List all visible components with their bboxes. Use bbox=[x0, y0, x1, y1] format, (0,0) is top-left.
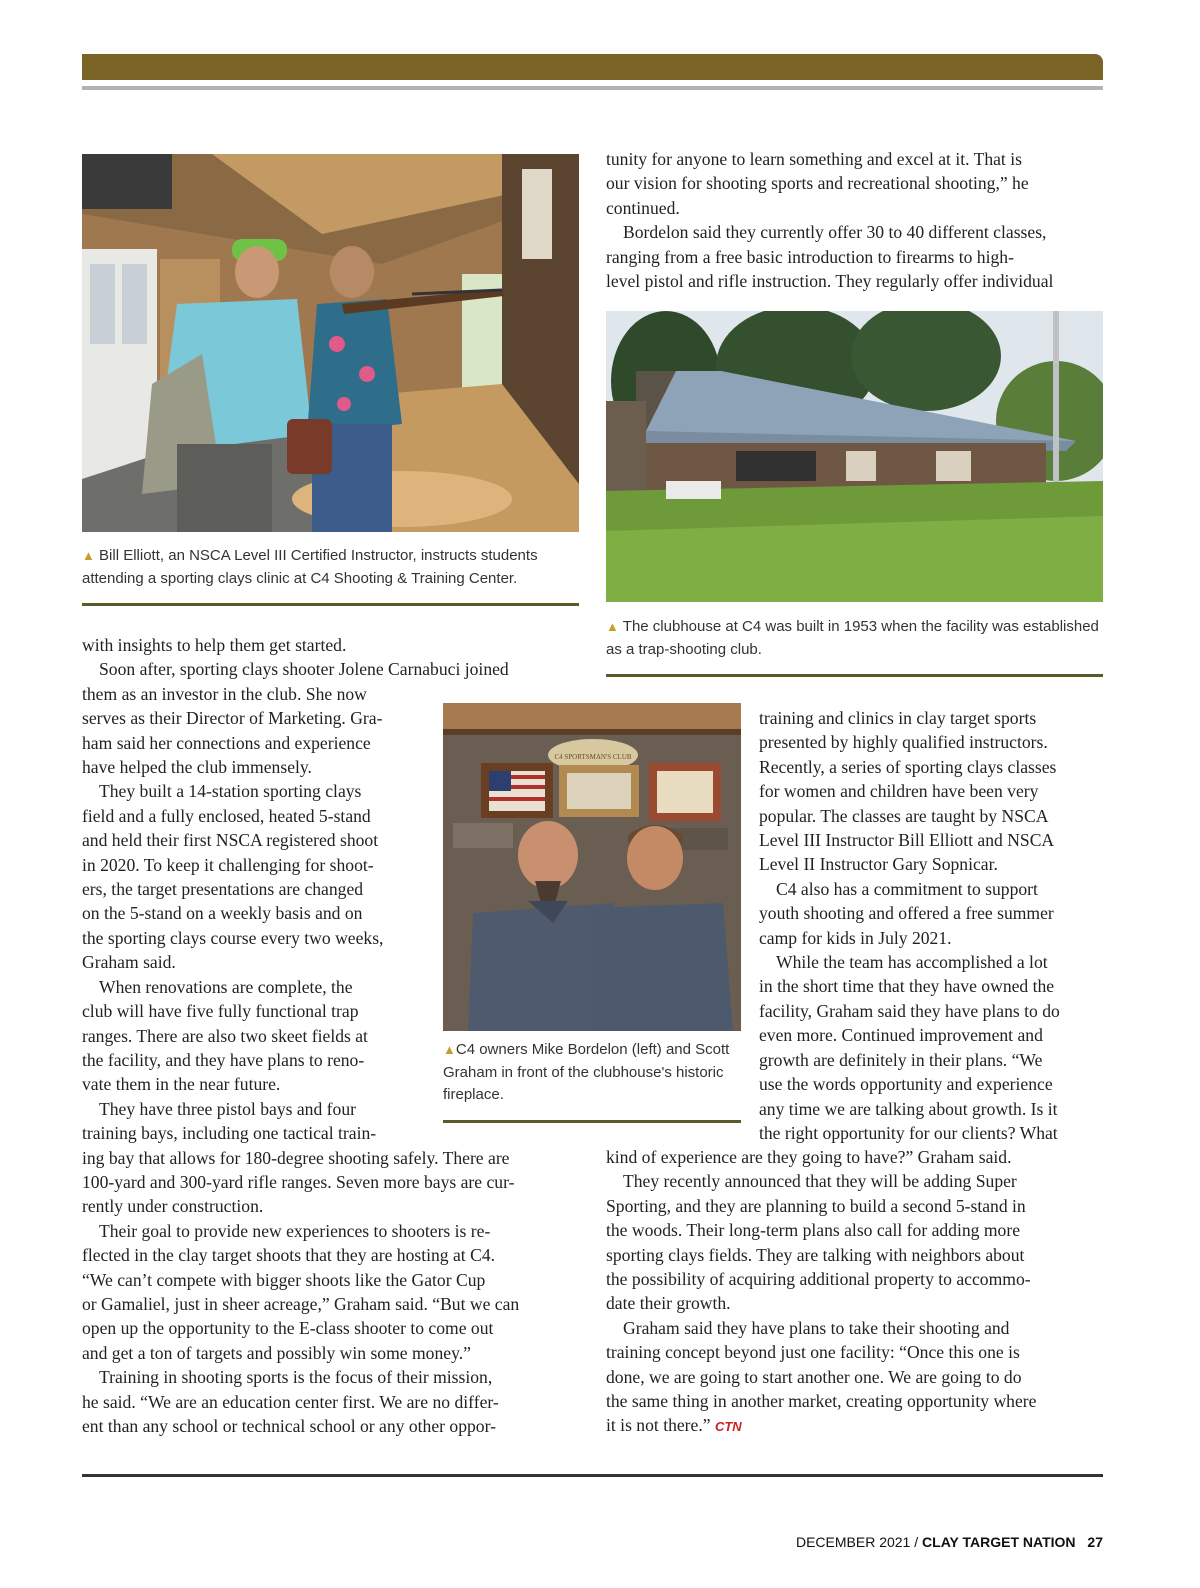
text-line: serves as their Director of Marketing. Gra- bbox=[82, 708, 383, 729]
text-line: They built a 14-station sporting clays bbox=[99, 781, 362, 802]
text-line: Graham said they have plans to take their shooting and bbox=[623, 1317, 1010, 1338]
text-line: in 2020. To keep it challenging for shoot- bbox=[82, 854, 374, 875]
text-line: club will have five fully functional trap bbox=[82, 1001, 359, 1022]
text-line: They recently announced that they will be adding Super bbox=[623, 1171, 1017, 1192]
text-line: ing bay that allows for 180-degree shooting safely. There are bbox=[82, 1147, 510, 1168]
text-line: field and a fully enclosed, heated 5-stand bbox=[82, 805, 371, 826]
text-line: and get a ton of targets and possibly win some money.” bbox=[82, 1342, 471, 1363]
article-col-right-mid bbox=[759, 706, 1103, 1145]
text-line: popular. The classes are taught by NSCA bbox=[759, 805, 1049, 826]
article-col-right-bottom bbox=[606, 1145, 1103, 1440]
page-footer bbox=[796, 1534, 1103, 1550]
text-line: C4 also has a commitment to support bbox=[776, 878, 1038, 899]
text-line: Recently, a series of sporting clays classes bbox=[759, 756, 1057, 777]
text-line: have helped the club immensely. bbox=[82, 757, 312, 778]
caption-text: The clubhouse at C4 was built in 1953 when the facility was established as a trap-shooting club. bbox=[606, 618, 1099, 658]
text-line: youth shooting and offered a free summer bbox=[759, 903, 1054, 924]
text-line: Level III Instructor Bill Elliott and NSCA bbox=[759, 830, 1055, 851]
caption-rule bbox=[606, 674, 1103, 677]
text-line: Bordelon said they currently offer 30 to 40 different classes, bbox=[623, 222, 1047, 243]
text-line: ranges. There are also two skeet fields at bbox=[82, 1025, 368, 1046]
text-line: ham said her connections and experience bbox=[82, 732, 371, 753]
header-rule bbox=[82, 86, 1103, 90]
fireplace-sign-text: C4 SPORTSMAN'S CLUB bbox=[554, 753, 632, 761]
text-line: kind of experience are they going to have?” Graham said. bbox=[606, 1147, 1012, 1167]
caption-photo-clinic bbox=[82, 545, 579, 590]
caption-triangle-icon: ▲ bbox=[443, 1042, 456, 1057]
text-line: even more. Continued improvement and bbox=[759, 1025, 1043, 1046]
photo-clinic bbox=[82, 154, 579, 532]
text-line: Their goal to provide new experiences to shooters is re- bbox=[99, 1220, 491, 1241]
text-line: tunity for anyone to learn something and excel at it. That is bbox=[606, 149, 1022, 169]
footer-issue: DECEMBER 2021 bbox=[795, 1534, 911, 1550]
text-line: the same thing in another market, creating opportunity where bbox=[606, 1391, 1037, 1412]
header-bar bbox=[82, 54, 1103, 80]
article-col-right-top bbox=[606, 147, 1103, 293]
text-line: done, we are going to start another one. We are going to do bbox=[606, 1366, 1022, 1387]
caption-text: C4 owners Mike Bordelon (left) and Scott Graham in front of the clubhouse's historic fireplace. bbox=[443, 1041, 730, 1103]
text-line: he said. “We are an education center first. We are no differ- bbox=[82, 1391, 499, 1412]
text-line: continued. bbox=[606, 197, 680, 218]
text-line: it is not there.” bbox=[606, 1415, 711, 1436]
text-line: the facility, and they have plans to reno- bbox=[82, 1049, 365, 1070]
text-line-last bbox=[606, 1413, 1103, 1439]
footer-rule bbox=[82, 1474, 1103, 1477]
footer-magazine: CLAY TARGET NATION bbox=[922, 1534, 1076, 1550]
caption-text: Bill Elliott, an NSCA Level III Certified Instructor, instructs students attending a sporting clays clinic at C4 Shooting & Training Center. bbox=[82, 547, 538, 587]
text-line: training concept beyond just one facility: “Once this one is bbox=[606, 1342, 1020, 1363]
text-line: for women and children have been very bbox=[759, 781, 1039, 802]
text-line: While the team has accomplished a lot bbox=[776, 952, 1048, 973]
text-line: Soon after, sporting clays shooter Jolene Carnabuci joined bbox=[99, 659, 509, 680]
text-line: level pistol and rifle instruction. They regularly offer individual bbox=[606, 271, 1054, 292]
text-line: the sporting clays course every two weeks, bbox=[82, 927, 384, 948]
text-line: use the words opportunity and experience bbox=[759, 1074, 1053, 1095]
photo-clubhouse bbox=[606, 311, 1103, 602]
text-line: with insights to help them get started. bbox=[82, 635, 347, 655]
text-line: and held their first NSCA registered shoot bbox=[82, 830, 379, 851]
text-line: camp for kids in July 2021. bbox=[759, 927, 952, 948]
text-line: vate them in the near future. bbox=[82, 1074, 281, 1095]
text-line: Level II Instructor Gary Sopnicar. bbox=[759, 854, 998, 875]
text-line: training bays, including one tactical train- bbox=[82, 1123, 377, 1144]
caption-triangle-icon: ▲ bbox=[82, 548, 95, 563]
text-line: They have three pistol bays and four bbox=[99, 1098, 356, 1119]
text-line: sporting clays fields. They are talking with neighbors about bbox=[606, 1244, 1025, 1265]
text-line: presented by highly qualified instructors. bbox=[759, 732, 1048, 753]
text-line: rently under construction. bbox=[82, 1196, 264, 1217]
text-line: open up the opportunity to the E-class shooter to come out bbox=[82, 1318, 494, 1339]
text-line: date their growth. bbox=[606, 1293, 731, 1314]
caption-rule bbox=[82, 603, 579, 606]
text-line: flected in the clay target shoots that they are hosting at C4. bbox=[82, 1245, 496, 1266]
text-line: “We can’t compete with bigger shoots like the Gator Cup bbox=[82, 1269, 486, 1290]
text-line: growth are definitely in their plans. “We bbox=[759, 1049, 1043, 1070]
caption-triangle-icon: ▲ bbox=[606, 619, 619, 634]
text-line: training and clinics in clay target sports bbox=[759, 708, 1037, 728]
text-line: or Gamaliel, just in sheer acreage,” Graham said. “But we can bbox=[82, 1293, 520, 1314]
text-line: on the 5-stand on a weekly basis and on bbox=[82, 903, 363, 924]
text-line: our vision for shooting sports and recreational shooting,” he bbox=[606, 173, 1029, 194]
text-line: the possibility of acquiring additional property to accommo- bbox=[606, 1269, 1031, 1290]
text-line: facility, Graham said they have plans to do bbox=[759, 1000, 1060, 1021]
text-line: When renovations are complete, the bbox=[99, 976, 353, 997]
text-line: any time we are talking about growth. Is it bbox=[759, 1098, 1058, 1119]
caption-photo-clubhouse bbox=[606, 616, 1103, 661]
page-number: 27 bbox=[1087, 1534, 1103, 1550]
text-line: them as an investor in the club. She now bbox=[82, 683, 367, 704]
text-line: the right opportunity for our clients? What bbox=[759, 1122, 1058, 1143]
text-line: ers, the target presentations are changed bbox=[82, 879, 364, 900]
text-line: ent than any school or technical school or any other oppor- bbox=[82, 1416, 496, 1436]
article-col-left bbox=[82, 633, 582, 1438]
text-line: ranging from a free basic introduction to firearms to high- bbox=[606, 246, 1014, 267]
text-line: the woods. Their long-term plans also call for adding more bbox=[606, 1220, 1021, 1241]
footer-separator: / bbox=[914, 1534, 919, 1550]
text-line: Training in shooting sports is the focus of their mission, bbox=[99, 1367, 493, 1388]
text-line: Graham said. bbox=[82, 952, 176, 973]
text-line: 100-yard and 300-yard rifle ranges. Seven more bays are cur- bbox=[82, 1171, 515, 1192]
text-line: in the short time that they have owned the bbox=[759, 976, 1055, 997]
text-line: Sporting, and they are planning to build a second 5-stand in bbox=[606, 1195, 1026, 1216]
ctn-end-mark: CTN bbox=[714, 1419, 742, 1435]
